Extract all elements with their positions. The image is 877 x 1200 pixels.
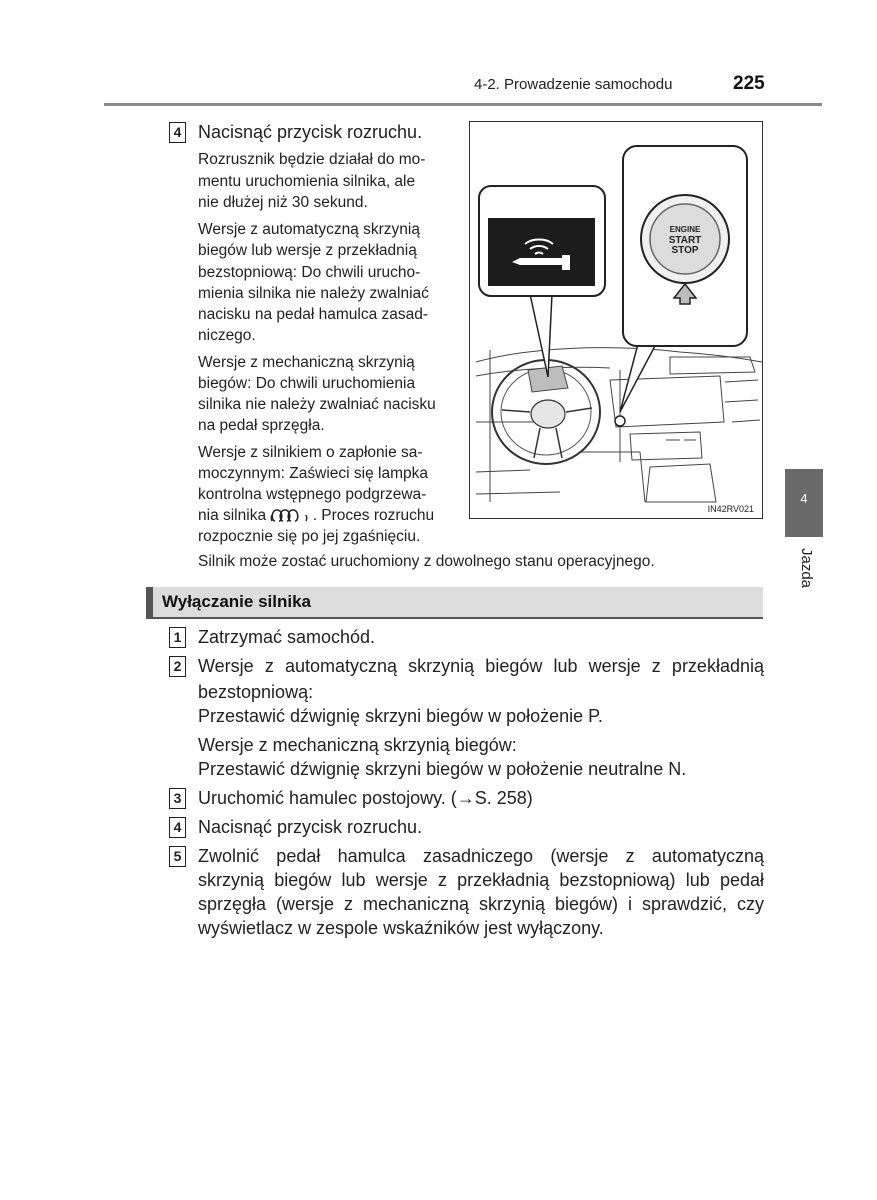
button-label-line: START <box>668 235 702 246</box>
start-button-location <box>615 416 625 426</box>
section-heading <box>146 587 763 618</box>
section-underline <box>146 617 763 619</box>
step-number: 4 <box>169 122 186 143</box>
chapter-label <box>784 548 824 608</box>
text-line: Przestawić dźwignię skrzyni biegów w położenie neutralne N. <box>198 759 687 779</box>
text-line: bezstopniową: <box>198 682 314 702</box>
button-label-line: STOP <box>671 245 699 256</box>
step-title: Nacisnąć przycisk rozruchu. <box>198 122 423 142</box>
text-line: sprzęgła (wersje z mechaniczną skrzynią biegów) i sprawdzić, czy <box>198 894 764 914</box>
text-line: moczynnym: Zaświeci się lampka <box>198 465 428 482</box>
text-line: kontrolna wstępnego podgrzewa- <box>198 486 427 503</box>
text-line: Wersje z automatyczną skrzynią <box>198 221 420 238</box>
step-number: 4 <box>169 817 186 838</box>
text-line: Przestawić dźwignię skrzyni biegów w położenie P. <box>198 706 603 726</box>
chapter-label-text: Jazda <box>798 548 815 589</box>
text-line: niczego. <box>198 327 256 344</box>
text-line: mentu uruchomienia silnika, ale <box>198 173 416 190</box>
text-line: biegów lub wersje z przekładnią <box>198 242 417 259</box>
dashboard-drawing <box>470 122 763 519</box>
figure-code: IN42RV021 <box>707 504 754 514</box>
display-callout <box>479 186 605 296</box>
text-line: bezstopniową: Do chwili urucho- <box>198 264 421 281</box>
text-line: silnika nie należy zwalniać nacisku <box>198 396 436 413</box>
chapter-number: 4 <box>800 491 808 506</box>
start-button-callout <box>623 146 747 346</box>
section-title: Wyłączanie silnika <box>162 592 311 611</box>
text-line: na pedał sprzęgła. <box>198 417 325 434</box>
step-number: 2 <box>169 656 186 677</box>
step-number: 5 <box>169 846 186 867</box>
running-header: 4-2. Prowadzenie samochodu <box>474 76 673 93</box>
text-line: Wersje z automatyczną skrzynią biegów lub wersje z przekładnią <box>198 656 764 676</box>
step-note: Silnik może zostać uruchomiony z dowolnego stanu operacyjnego. <box>198 553 655 570</box>
glow-plug-indicator-icon <box>270 507 308 523</box>
button-callout-pointer <box>620 344 656 412</box>
header-rule <box>104 103 822 106</box>
dashboard-illustration <box>469 121 763 519</box>
page-number: 225 <box>733 73 765 94</box>
text-line: mienia silnika nie należy zwalniać <box>198 285 429 302</box>
text-line: nacisku na pedał hamulca zasad- <box>198 306 429 323</box>
step-number: 1 <box>169 627 186 648</box>
text-line: Rozrusznik będzie działał do mo- <box>198 151 426 168</box>
text-fragment: . Proces rozruchu <box>312 507 435 524</box>
text-fragment: nia silnika <box>198 507 267 524</box>
text-line <box>198 505 434 526</box>
text-line: biegów: Do chwili uruchomienia <box>198 375 416 392</box>
text-line: Uruchomić hamulec postojowy. (→S. 258) <box>198 788 533 808</box>
text-line: wyświetlacz w zespole wskaźników jest wyłączony. <box>198 918 604 938</box>
text-line: Wersje z silnikiem o zapłonie sa- <box>198 444 423 461</box>
text-line: Nacisnąć przycisk rozruchu. <box>198 817 423 837</box>
section-accent <box>146 587 153 618</box>
text-line: Wersje z mechaniczną skrzynią <box>198 354 415 371</box>
chapter-tab <box>785 469 823 537</box>
step-number: 3 <box>169 788 186 809</box>
text-line: nie dłużej niż 30 sekund. <box>198 194 368 211</box>
button-label-line: ENGINE <box>669 225 701 234</box>
text-line: rozpocznie się po jej zgaśnięciu. <box>198 528 421 545</box>
display-callout-pointer <box>530 294 552 377</box>
text-line: Wersje z mechaniczną skrzynią biegów: <box>198 735 517 755</box>
text-line: Zwolnić pedał hamulca zasadniczego (wersje z automatyczną <box>198 846 764 866</box>
text-line: skrzynią biegów lub wersje z przekładnią bezstopniową) lub pedał <box>198 870 764 890</box>
text-line: Zatrzymać samochód. <box>198 627 376 647</box>
